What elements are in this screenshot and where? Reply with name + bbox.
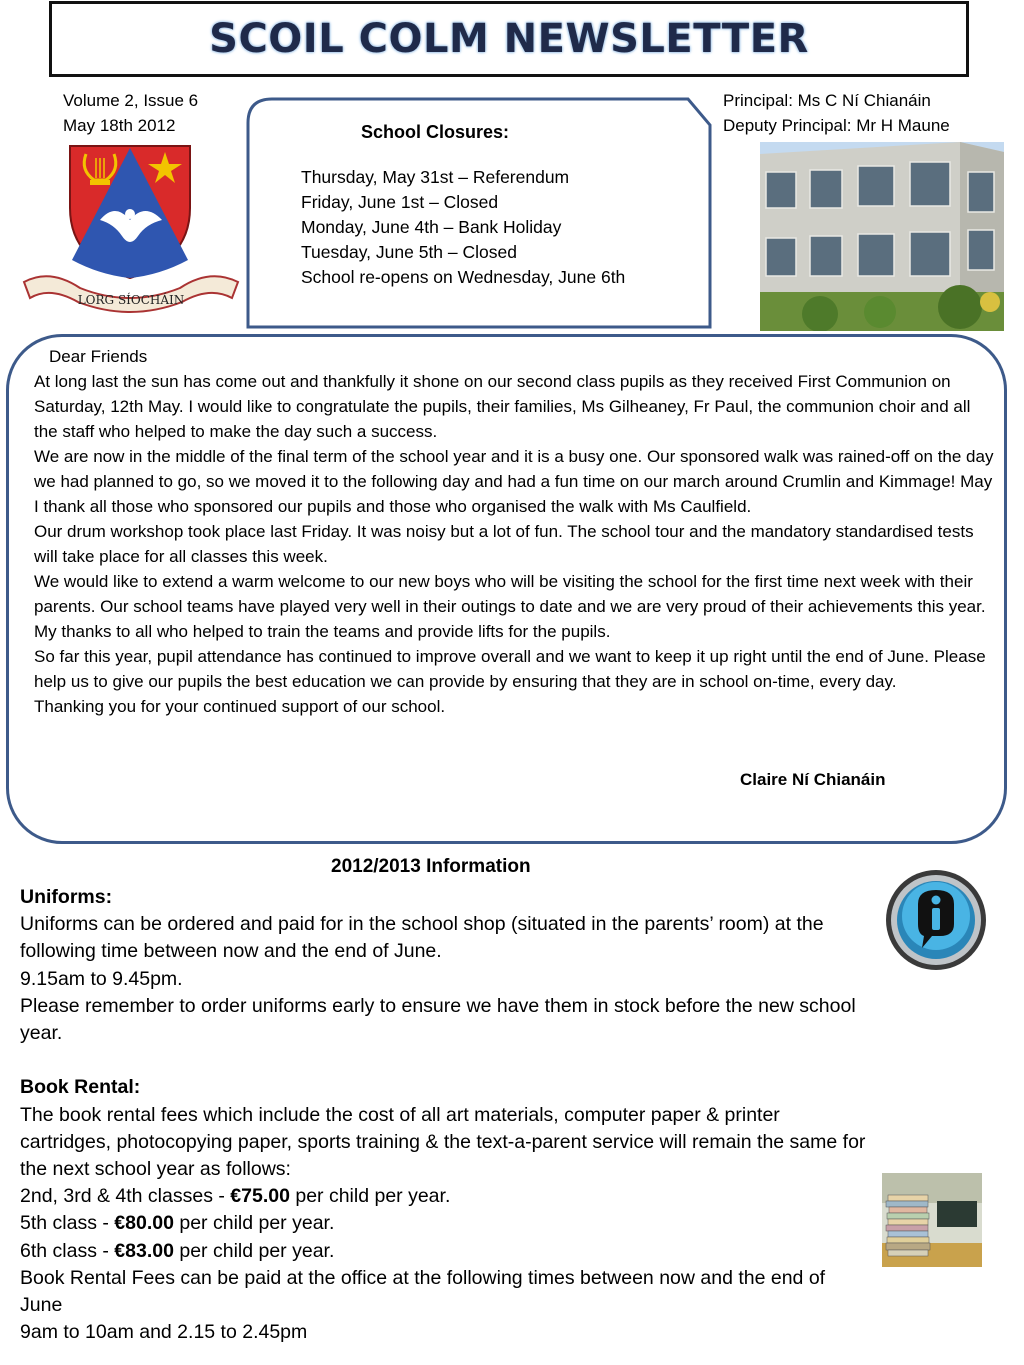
fee-amount: €83.00 xyxy=(114,1239,174,1262)
deputy-principal-name: Deputy Principal: Mr H Maune xyxy=(723,116,950,135)
uniforms-note: Please remember to order uniforms early to ensure we have them in stock before the new school year. xyxy=(20,994,856,1045)
books-image xyxy=(882,1173,982,1267)
issue-date: May 18th 2012 xyxy=(63,116,176,135)
principal-name: Principal: Ms C Ní Chianáin xyxy=(723,91,931,110)
crest-motto: LORG SÍOCHÁIN xyxy=(77,293,185,307)
fee-label: 6th class - xyxy=(20,1239,115,1262)
fee-line xyxy=(20,1183,870,1210)
school-crest xyxy=(20,140,242,320)
school-building-photo xyxy=(760,142,1004,331)
info-section xyxy=(20,884,870,1346)
uniforms-time: 9.15am to 9.45pm. xyxy=(20,967,183,990)
book-rental-times: 9am to 10am and 2.15 to 2.45pm xyxy=(20,1321,308,1344)
book-rental-payment: Book Rental Fees can be paid at the office at the following times between now and the end of June xyxy=(20,1266,826,1317)
fee-label: 2nd, 3rd & 4th classes - xyxy=(20,1185,231,1208)
fee-amount: €80.00 xyxy=(114,1212,174,1235)
fee-amount: €75.00 xyxy=(230,1185,290,1208)
letter-paragraph: So far this year, pupil attendance has continued to improve overall and we want to keep it up right until the end of June. Please help us to give our pupils the best education we can provide by ensuring that they are in school on-time, every day. xyxy=(34,647,986,691)
letter-greeting: Dear Friends xyxy=(49,347,148,366)
principal-letter xyxy=(34,344,994,719)
info-icon xyxy=(882,866,990,974)
uniforms-title: Uniforms: xyxy=(20,886,113,908)
book-rental-text: The book rental fees which include the cost of all art materials, computer paper & printer cartridges, photocopying paper, sports training & the text-a-parent service will remain the same for the next school year as follows: xyxy=(20,1103,866,1181)
book-rental-title: Book Rental: xyxy=(20,1076,141,1099)
closure-item: Monday, June 4th – Bank Holiday xyxy=(301,217,562,237)
closure-item: Friday, June 1st – Closed xyxy=(301,192,499,212)
fee-suffix: per child per year. xyxy=(173,1212,335,1235)
fee-label: 5th class - xyxy=(20,1212,115,1235)
closure-item: Thursday, May 31st – Referendum xyxy=(301,167,570,187)
fee-line xyxy=(20,1238,870,1265)
uniforms-text: Uniforms can be ordered and paid for in the school shop (situated in the parents’ room) at the following time between now and the end of June. xyxy=(20,913,824,963)
info-heading: 2012/2013 Information xyxy=(331,856,531,877)
closure-item: Tuesday, June 5th – Closed xyxy=(301,242,517,262)
staff-info xyxy=(723,88,950,138)
closures-list xyxy=(301,165,625,290)
closure-item: School re-opens on Wednesday, June 6th xyxy=(301,267,626,287)
issue-info xyxy=(63,88,198,138)
letter-paragraph: We are now in the middle of the final term of the school year and it is a busy one. Our sponsored walk was rained-off on the day we had planned to go, so we moved it to the following day and had a fun time on our march around Crumlin and Kimmage! May I thank all those who sponsored our pupils and those who organised the walk with Ms Caulfield. xyxy=(34,447,994,516)
letter-paragraph: Our drum workshop took place last Friday. It was noisy but a lot of fun. The school tour and the mandatory standardised tests will take place for all classes this week. xyxy=(34,522,974,566)
newsletter-title: SCOIL COLM NEWSLETTER xyxy=(209,16,809,62)
letter-paragraph: At long last the sun has come out and thankfully it shone on our second class pupils as they received First Communion on Saturday, 12th May. I would like to congratulate the pupils, their families, Ms Gilheaney, Fr Paul, the communion choir and all the staff who helped to make the day such a success. xyxy=(34,372,971,441)
letter-paragraph: Thanking you for your continued support of our school. xyxy=(34,697,446,716)
letter-signature: Claire Ní Chianáin xyxy=(740,770,886,789)
fee-line xyxy=(20,1210,870,1237)
newsletter-title-box xyxy=(49,1,969,77)
fee-suffix: per child per year. xyxy=(289,1185,451,1208)
issue-volume: Volume 2, Issue 6 xyxy=(63,91,199,110)
closures-heading: School Closures: xyxy=(361,122,510,142)
letter-paragraph: We would like to extend a warm welcome to our new boys who will be visiting the school for the first time next week with their parents. Our school teams have played very well in their outings to date and we are very proud of their achievements this year. My thanks to all who helped to train the teams and provide lifts for the pupils. xyxy=(34,572,986,641)
fee-suffix: per child per year. xyxy=(173,1239,335,1262)
